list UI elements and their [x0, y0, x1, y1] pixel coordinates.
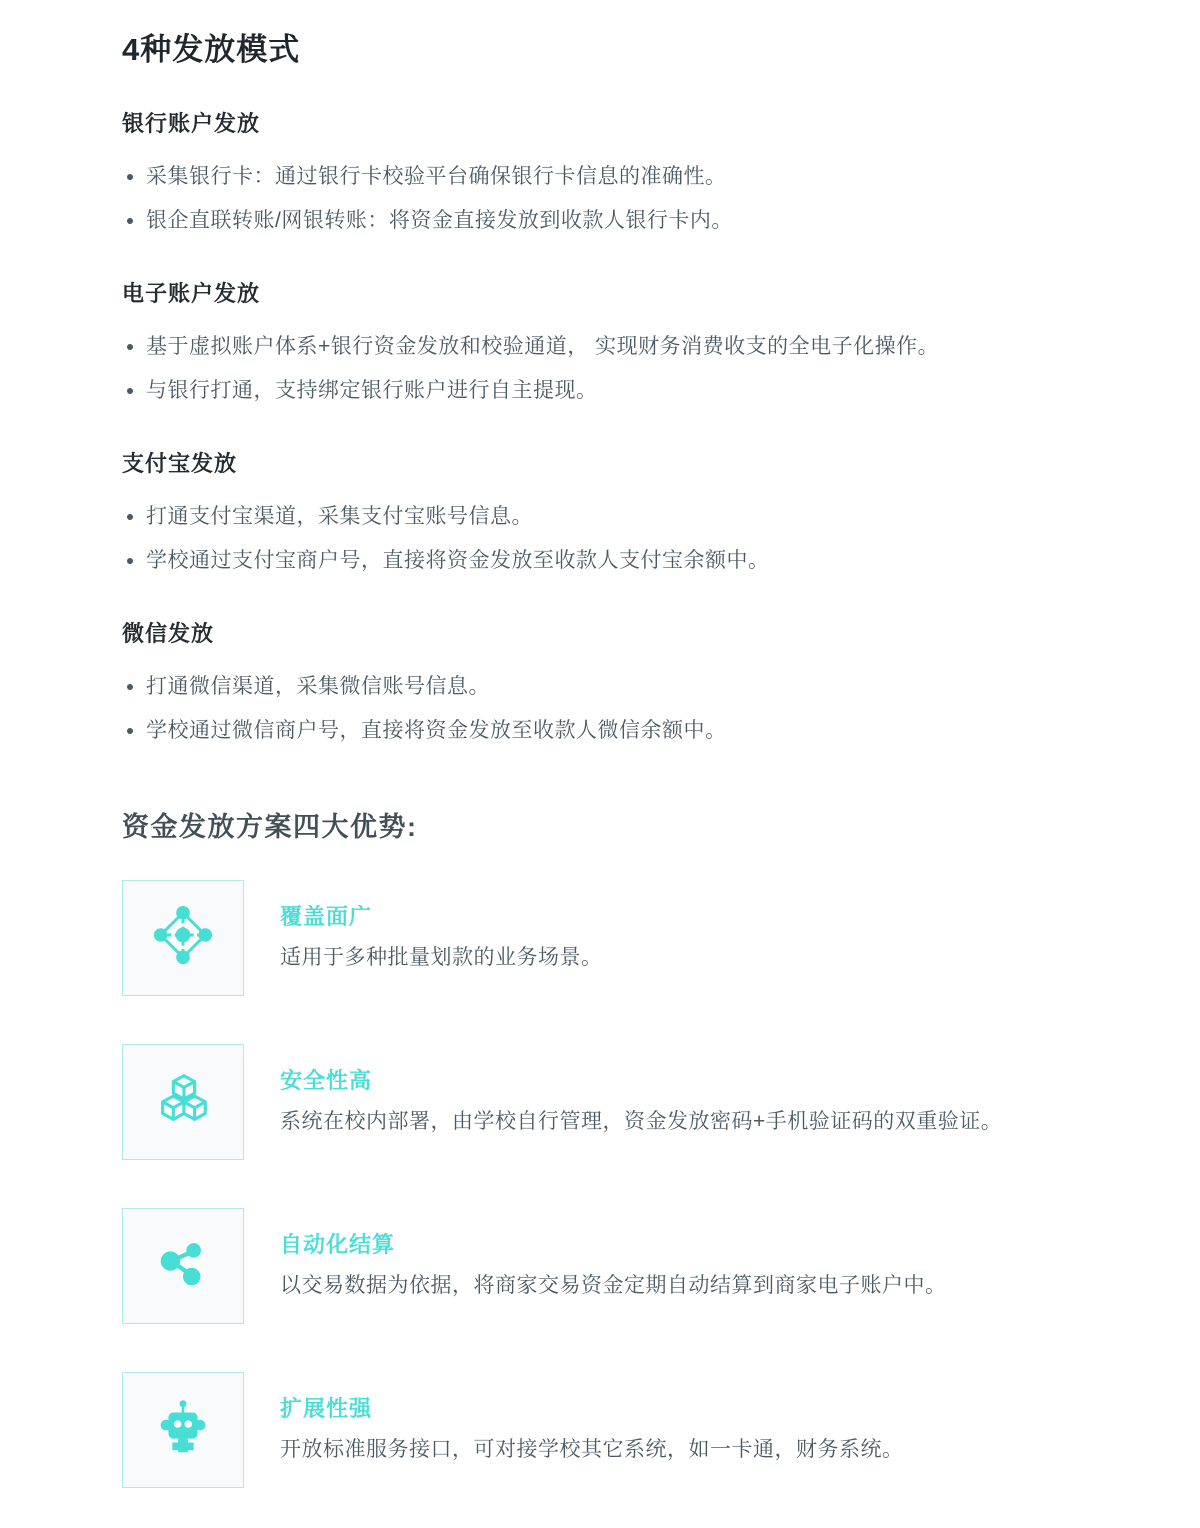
advantage-card — [122, 880, 1110, 996]
advantage-description: 系统在校内部署，由学校自行管理，资金发放密码+手机验证码的双重验证。 — [280, 1109, 1003, 1133]
bullet-item — [122, 672, 1110, 702]
bullet-dot-icon — [127, 344, 133, 350]
bullet-list — [122, 332, 1110, 407]
bullet-item — [122, 502, 1110, 532]
bullet-dot-icon — [127, 388, 133, 394]
icon-box — [122, 1208, 244, 1324]
bullet-list — [122, 502, 1110, 577]
bullet-dot-icon — [127, 684, 133, 690]
advantage-description: 以交易数据为依据，将商家交易资金定期自动结算到商家电子账户中。 — [280, 1273, 947, 1297]
bullet-list — [122, 162, 1110, 237]
bullet-text: 打通微信渠道，采集微信账号信息。 — [146, 674, 490, 698]
cubes-icon — [152, 1068, 214, 1135]
advantage-title: 自动化结算 — [280, 1231, 396, 1257]
bullet-dot-icon — [127, 174, 133, 180]
bullet-item — [122, 546, 1110, 576]
advantage-description: 适用于多种批量划款的业务场景。 — [280, 945, 603, 969]
bullet-dot-icon — [127, 558, 133, 564]
bullet-text: 与银行打通，支持绑定银行账户进行自主提现。 — [146, 379, 598, 403]
section-heading: 微信发放 — [122, 620, 215, 646]
bullet-list — [122, 672, 1110, 747]
section-heading: 银行账户发放 — [122, 111, 261, 136]
advantage-title: 扩展性强 — [280, 1395, 373, 1421]
section-e-account — [122, 277, 1110, 407]
bullet-item — [122, 206, 1110, 236]
section-wechat — [122, 617, 1110, 747]
bullet-item — [122, 716, 1110, 746]
bullet-text: 学校通过微信商户号，直接将资金发放至收款人微信余额中。 — [146, 719, 727, 743]
advantage-title: 覆盖面广 — [280, 903, 373, 929]
advantage-text — [280, 900, 1110, 975]
advantages-heading: 资金发放方案四大优势: — [122, 811, 418, 842]
bullet-text: 打通支付宝渠道，采集支付宝账号信息。 — [146, 504, 533, 528]
bullet-text: 银企直联转账/网银转账：将资金直接发放到收款人银行卡内。 — [146, 209, 733, 233]
advantage-card — [122, 1208, 1110, 1324]
bullet-item — [122, 332, 1110, 362]
network-diamond-icon — [152, 904, 214, 971]
advantage-text — [280, 1064, 1110, 1139]
icon-box — [122, 880, 244, 996]
advantage-card — [122, 1372, 1110, 1488]
advantage-title: 安全性高 — [280, 1067, 373, 1093]
section-heading: 电子账户发放 — [122, 280, 261, 306]
robot-icon — [152, 1396, 214, 1463]
bullet-text: 学校通过支付宝商户号，直接将资金发放至收款人支付宝余额中。 — [146, 549, 770, 573]
bullet-item — [122, 162, 1110, 192]
section-bank-account — [122, 107, 1110, 237]
bullet-text: 采集银行卡：通过银行卡校验平台确保银行卡信息的准确性。 — [146, 165, 727, 188]
advantage-text — [280, 1228, 1110, 1303]
icon-box — [122, 1044, 244, 1160]
bullet-dot-icon — [127, 514, 133, 520]
icon-box — [122, 1372, 244, 1488]
advantage-card — [122, 1044, 1110, 1160]
bullet-dot-icon — [127, 728, 133, 734]
share-nodes-icon — [152, 1232, 214, 1299]
bullet-text: 基于虚拟账户体系+银行资金发放和校验通道， 实现财务消费收支的全电子化操作。 — [146, 334, 940, 358]
page-title: 4种发放模式 — [122, 32, 301, 67]
bullet-item — [122, 376, 1110, 406]
section-heading: 支付宝发放 — [122, 450, 238, 476]
advantage-text — [280, 1392, 1110, 1467]
advantage-description: 开放标准服务接口，可对接学校其它系统，如一卡通，财务系统。 — [280, 1437, 904, 1461]
bullet-dot-icon — [127, 218, 133, 224]
section-alipay — [122, 447, 1110, 577]
